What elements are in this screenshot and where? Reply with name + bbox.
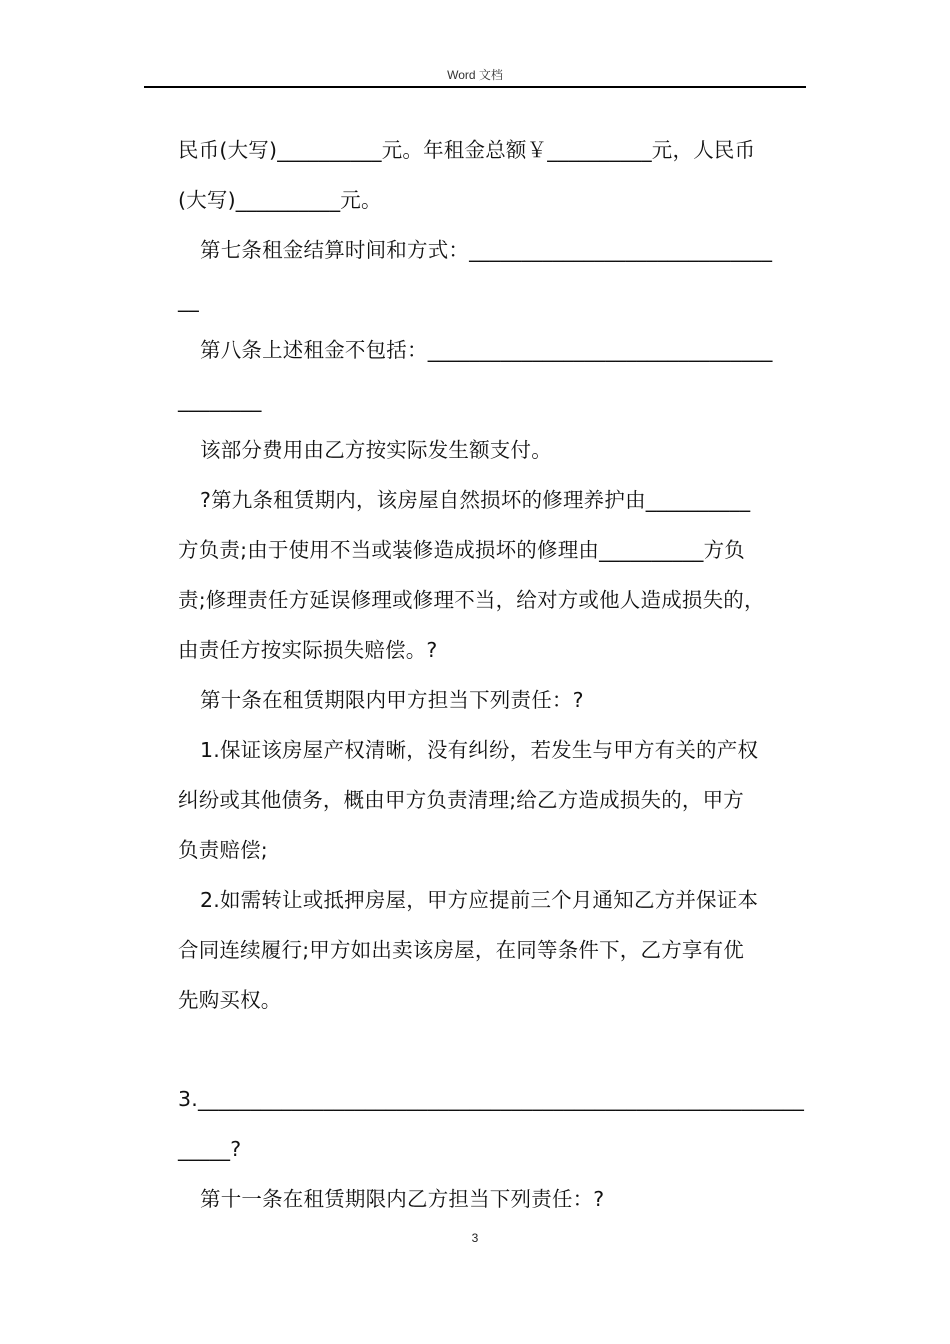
paragraph-line: (大写)__________元。 xyxy=(178,188,382,212)
paragraph-line: __ xyxy=(178,288,199,312)
paragraph-line: 2.如需转让或抵押房屋，甲方应提前三个月通知乙方并保证本 xyxy=(200,888,759,912)
paragraph-line: 第八条上述租金不包括：_________________________________ xyxy=(200,338,773,362)
paragraph-line: 民币(大写)__________元。年租金总额￥__________元，人民币 xyxy=(178,138,756,162)
paragraph-line: 负责赔偿; xyxy=(178,838,268,862)
paragraph-line: 合同连续履行;甲方如出卖该房屋，在同等条件下，乙方享有优 xyxy=(178,938,745,962)
paragraph-line: 方负责;由于使用不当或装修造成损坏的修理由__________方负 xyxy=(178,538,746,562)
paragraph-line: 由责任方按实际损失赔偿。? xyxy=(178,638,438,662)
page-header: Word 文档 xyxy=(447,68,503,82)
paragraph-line: 3.__________________________________________________________ xyxy=(178,1087,805,1111)
paragraph-line: ________ xyxy=(178,388,262,412)
paragraph-line: ?第九条租赁期内，该房屋自然损坏的修理养护由__________ xyxy=(200,488,751,512)
paragraph-line: 责;修理责任方延误修理或修理不当，给对方或他人造成损失的， xyxy=(178,588,765,612)
paragraph-line: _____? xyxy=(178,1137,242,1161)
paragraph-line: 1.保证该房屋产权清晰，没有纠纷，若发生与甲方有关的产权 xyxy=(200,738,759,762)
paragraph-line: 第七条租金结算时间和方式：_____________________________ xyxy=(200,238,773,262)
page-number: 3 xyxy=(471,1231,479,1245)
paragraph-line: 该部分费用由乙方按实际发生额支付。 xyxy=(200,438,552,462)
paragraph-line: 先购买权。 xyxy=(178,988,282,1012)
paragraph-line: 纠纷或其他债务，概由甲方负责清理;给乙方造成损失的，甲方 xyxy=(178,788,745,812)
paragraph-line: 第十条在租赁期限内甲方担当下列责任：? xyxy=(200,688,584,712)
paragraph-line: 第十一条在租赁期限内乙方担当下列责任：? xyxy=(200,1187,605,1211)
